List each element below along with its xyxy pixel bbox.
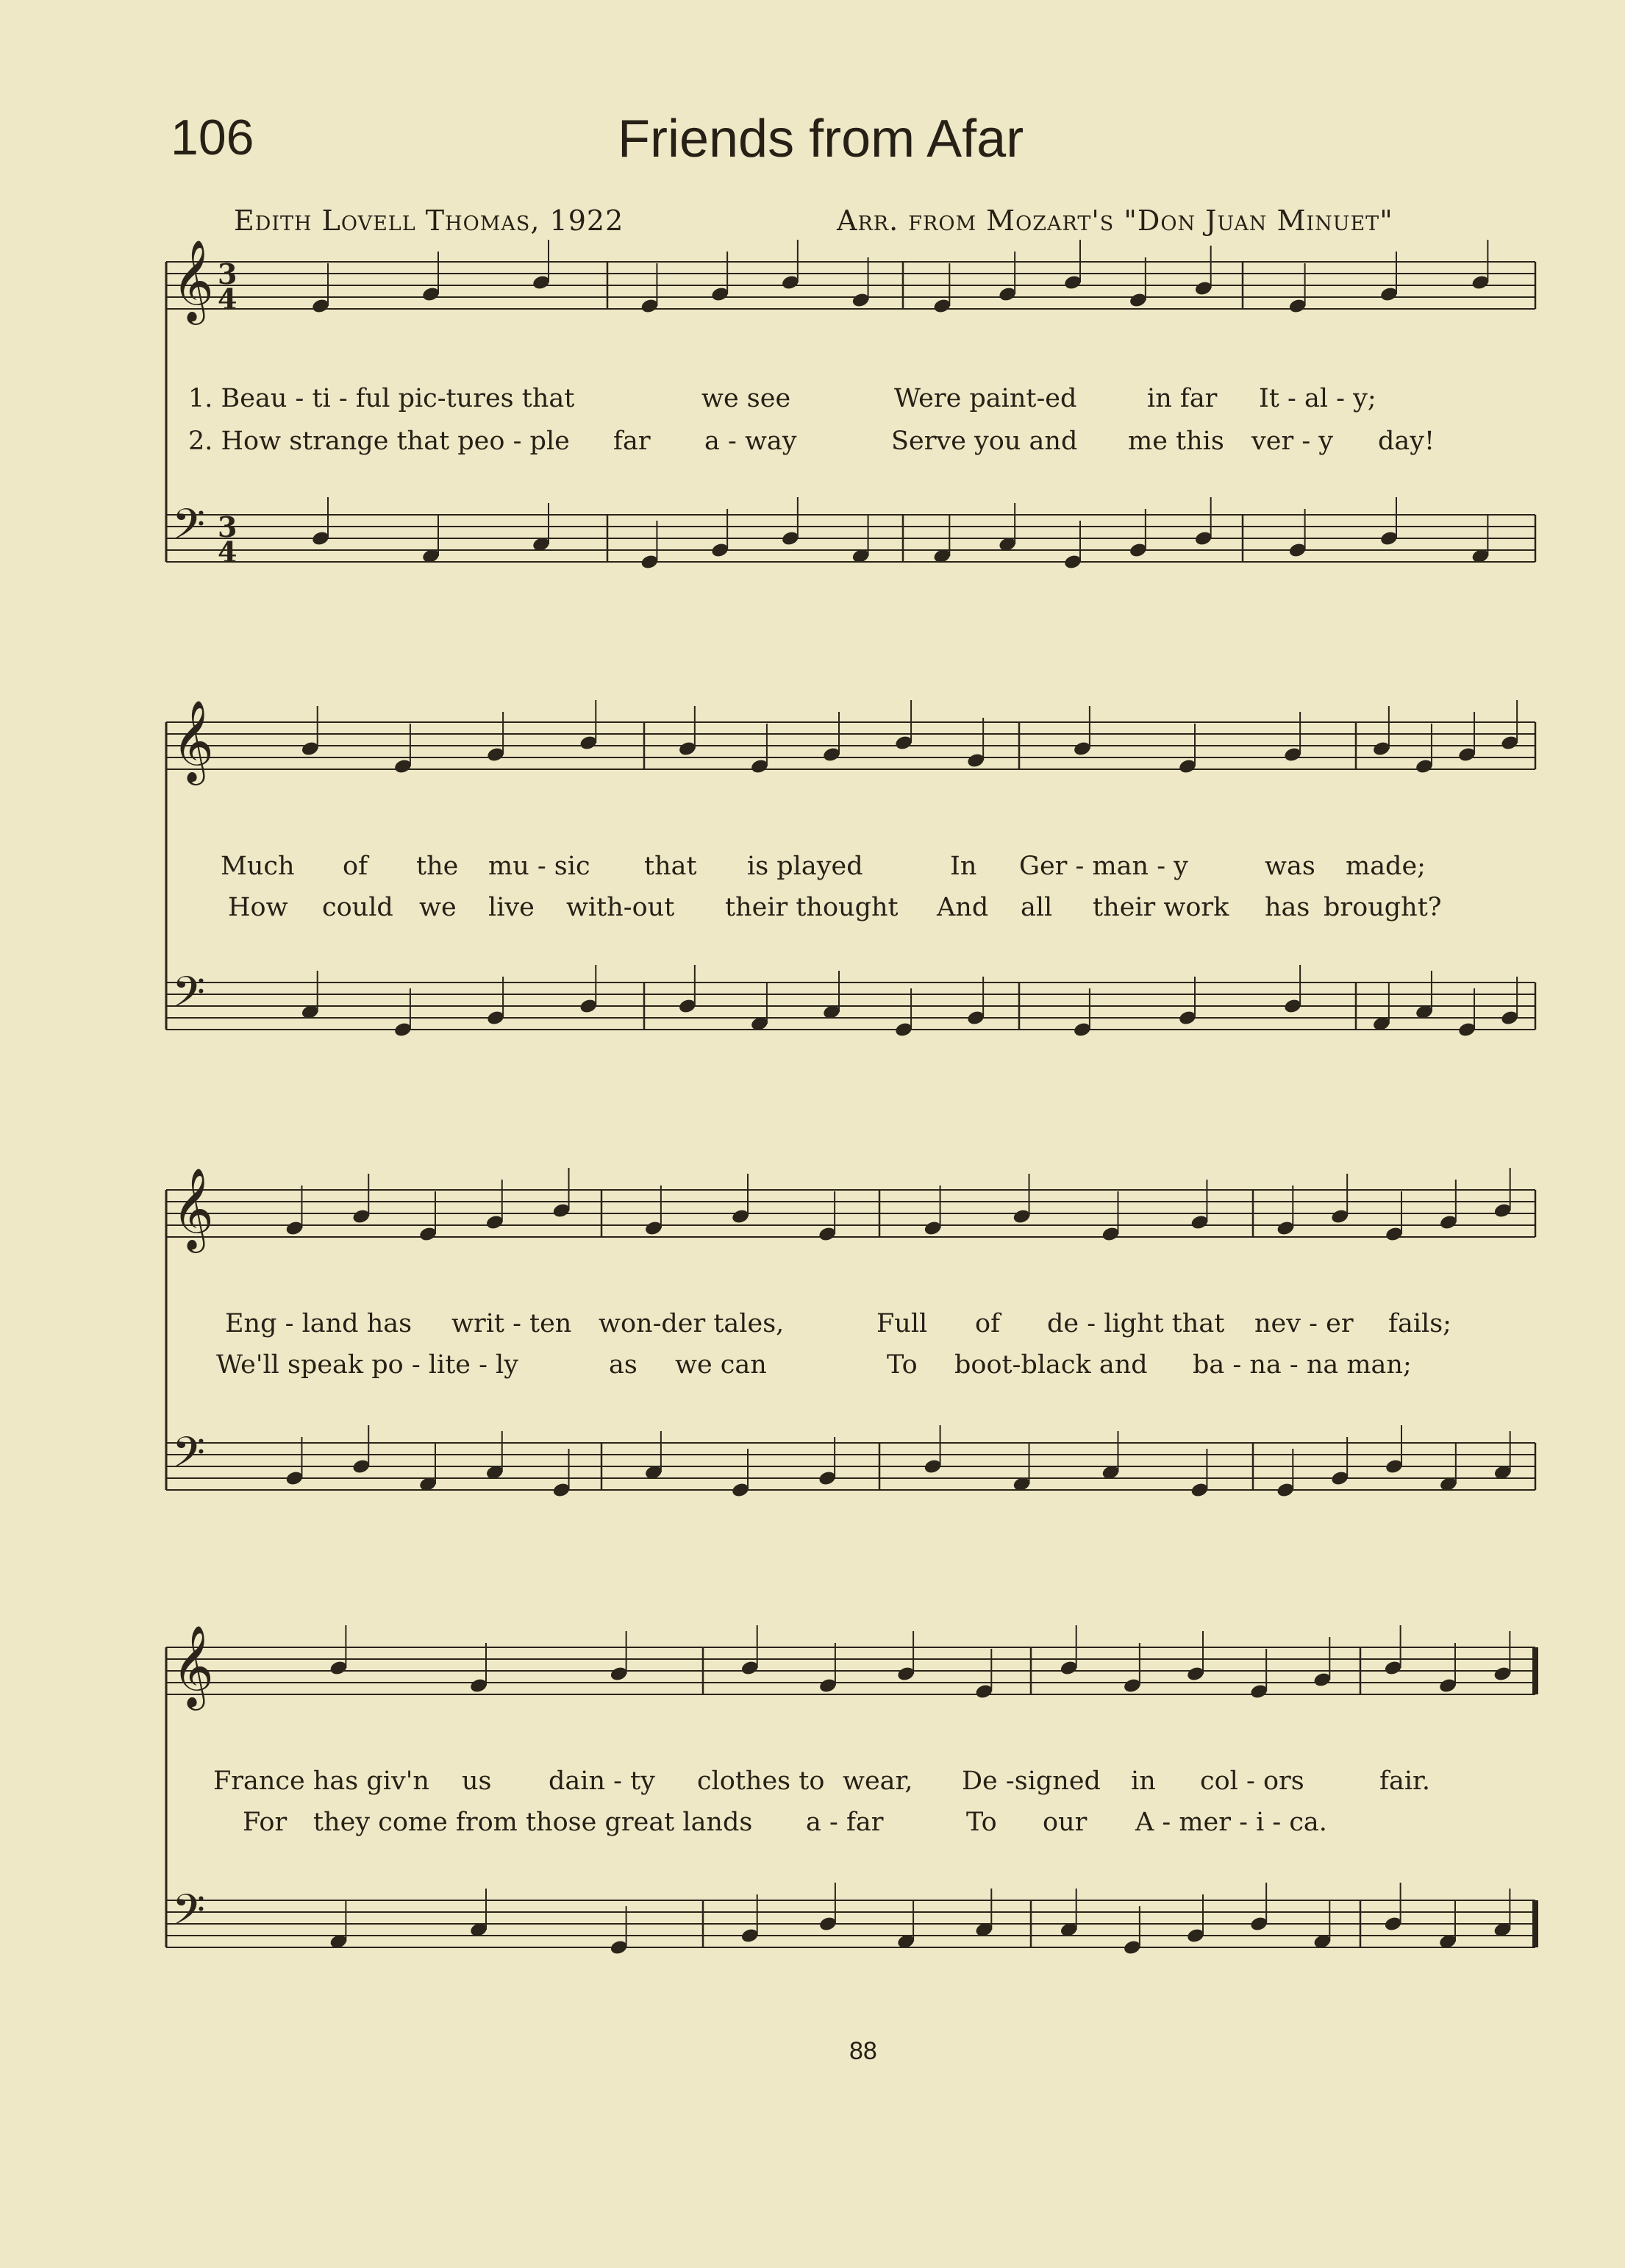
lyric: was xyxy=(1265,852,1315,881)
lyric: that xyxy=(644,852,697,881)
lyric: we see xyxy=(701,384,791,413)
lyric: their work xyxy=(1093,893,1229,922)
lyric: And xyxy=(937,893,989,922)
lyric: How xyxy=(228,893,288,922)
lyric: Full xyxy=(876,1309,928,1338)
lyric: of xyxy=(975,1309,1001,1338)
lyric: ba - na - na man; xyxy=(1193,1350,1412,1380)
lyric: has xyxy=(1265,893,1310,922)
lyric: A - mer - i - ca. xyxy=(1135,1808,1327,1837)
lyric: To xyxy=(887,1350,918,1380)
lyric: our xyxy=(1043,1808,1088,1837)
lyric: day! xyxy=(1378,427,1435,456)
lyric: wear, xyxy=(843,1766,913,1796)
hymn-title: Friends from Afar xyxy=(618,110,1024,168)
lyric: live xyxy=(488,893,535,922)
lyric: could xyxy=(322,893,393,922)
time-signature: 4 xyxy=(218,535,238,568)
lyric: a - way xyxy=(704,427,797,456)
lyric: writ - ten xyxy=(451,1309,572,1338)
time-signature: 3 xyxy=(218,510,238,543)
lyric: Serve you and xyxy=(891,427,1078,456)
lyric: De -signed xyxy=(962,1766,1101,1796)
lyric: To xyxy=(966,1808,997,1837)
lyric: Eng - land has xyxy=(225,1309,413,1338)
hymn-number: 106 xyxy=(171,110,254,165)
lyric: Were paint-ed xyxy=(894,384,1077,413)
lyric: boot-black and xyxy=(954,1350,1148,1380)
lyric: with-out xyxy=(566,893,675,922)
lyric: fails; xyxy=(1388,1309,1451,1338)
lyric: we can xyxy=(675,1350,767,1380)
lyric: is played xyxy=(747,852,863,881)
page-number: 88 xyxy=(849,2037,877,2065)
lyric: France has giv'n xyxy=(213,1766,429,1796)
treble-clef-icon: 𝄞 xyxy=(172,239,214,321)
lyric: won-der tales, xyxy=(599,1309,785,1338)
lyric: For xyxy=(243,1808,288,1837)
treble-clef-icon: 𝄞 xyxy=(172,1625,214,1707)
lyric: Much xyxy=(221,852,295,881)
lyric: de - light that xyxy=(1047,1309,1225,1338)
bass-clef-icon: 𝄢 xyxy=(172,1427,206,1488)
lyric: nev - er xyxy=(1254,1309,1354,1338)
bass-clef-icon: 𝄢 xyxy=(172,967,206,1027)
lyric: the xyxy=(416,852,459,881)
time-signature: 3 xyxy=(218,257,238,290)
lyric: dain - ty xyxy=(549,1766,655,1796)
lyric: 1. Beau - ti - ful pic-tures that xyxy=(188,384,575,413)
lyric: me this xyxy=(1128,427,1224,456)
lyric: in xyxy=(1131,1766,1156,1796)
lyric: Ger - man - y xyxy=(1019,852,1188,881)
treble-clef-icon: 𝄞 xyxy=(172,1167,214,1249)
bass-clef-icon: 𝄢 xyxy=(172,499,206,560)
treble-clef-icon: 𝄞 xyxy=(172,699,214,782)
lyric: mu - sic xyxy=(488,852,590,881)
lyric: clothes to xyxy=(697,1766,825,1796)
lyric: they come from those great lands xyxy=(313,1808,753,1837)
lyric: made; xyxy=(1346,852,1426,881)
lyric: 2. How strange that peo - ple xyxy=(188,427,570,456)
lyric: We'll speak po - lite - ly xyxy=(216,1350,519,1380)
lyric: a - far xyxy=(806,1808,884,1837)
lyric: their thought xyxy=(725,893,899,922)
music-credit: Arr. from Mozart's "Don Juan Minuet" xyxy=(837,204,1393,237)
lyric: in far xyxy=(1147,384,1218,413)
lyric: of xyxy=(343,852,368,881)
lyric: ver - y xyxy=(1251,427,1334,456)
lyric: us xyxy=(462,1766,492,1796)
lyric: It - al - y; xyxy=(1259,384,1376,413)
lyric: as xyxy=(609,1350,638,1380)
lyric: we xyxy=(419,893,457,922)
lyric: In xyxy=(950,852,977,881)
lyric: col - ors xyxy=(1200,1766,1304,1796)
lyric: brought? xyxy=(1324,893,1442,922)
lyric: fair. xyxy=(1379,1766,1431,1796)
lyric: far xyxy=(613,427,651,456)
words-credit: Edith Lovell Thomas, 1922 xyxy=(234,204,624,237)
time-signature: 4 xyxy=(218,282,238,315)
lyric: all xyxy=(1021,893,1053,922)
bass-clef-icon: 𝄢 xyxy=(172,1885,206,1945)
